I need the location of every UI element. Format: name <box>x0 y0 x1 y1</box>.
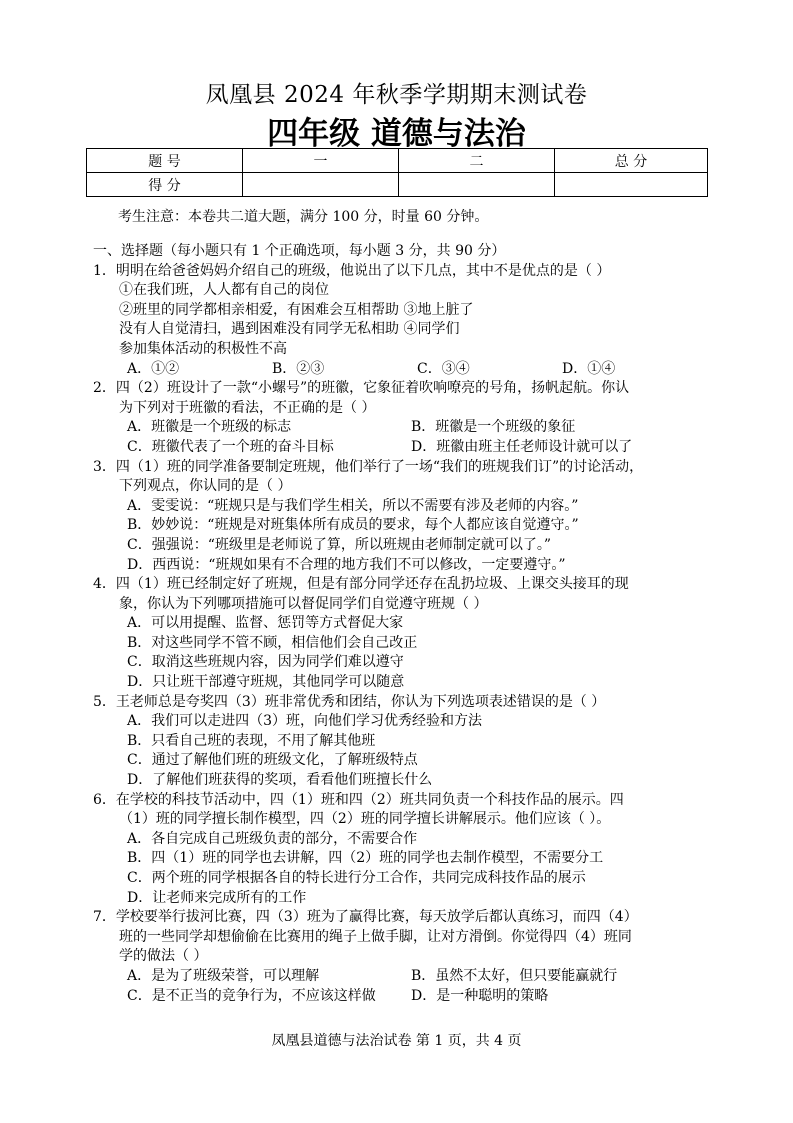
page-footer: 凤凰县道德与法治试卷 第 1 页，共 4 页 <box>271 1033 522 1049</box>
score-cell: 总 分 <box>555 149 708 173</box>
option-row <box>93 438 713 458</box>
score-input-cell[interactable] <box>399 173 555 197</box>
option-c[interactable]: C．两个班的同学根据各自的特长进行分工合作，共同完成科技作品的展示 <box>127 870 586 886</box>
section-heading: 一、选择题（每小题只有 1 个正确选项，每小题 3 分，共 90 分） <box>93 243 506 259</box>
question-text: 象，你认为下列哪项措施可以督促同学们自觉遵守班规（ ） <box>119 595 488 612</box>
option-b[interactable]: B．妙妙说：“班规是对班集体所有成员的要求，每个人都应该自觉遵守。” <box>127 517 579 534</box>
question-text: 2．四（2）班设计了一款“小螺号”的班徽，它象征着吹响嘹亮的号角，扬帆起航。你认 <box>93 380 630 397</box>
option-b[interactable]: B．只看自己班的表现，不用了解其他班 <box>127 732 376 749</box>
question-text: 下列观点，你认同的是（ ） <box>119 478 292 495</box>
option-b[interactable]: B．班徽是一个班级的象征 <box>411 419 576 436</box>
question-text: 学的做法（ ） <box>119 948 208 965</box>
question-2 <box>93 379 713 457</box>
score-input-cell[interactable] <box>555 173 708 197</box>
exam-notice: 考生注意：本卷共二道大题，满分 100 分，时量 60 分钟。 <box>118 209 489 225</box>
option-d[interactable]: D．是一种聪明的策略 <box>411 987 549 1004</box>
option-c[interactable]: C．通过了解他们班的班级文化，了解班级特点 <box>127 752 418 769</box>
option-a[interactable]: A．可以用提醒、监督、惩罚等方式督促大家 <box>127 615 404 632</box>
question-text: ②班里的同学都相亲相爱，有困难会互相帮助 ③地上脏了 <box>119 301 474 318</box>
option-c[interactable]: C．③④ <box>417 360 470 377</box>
exam-subtitle: 四年级 道德与法治 <box>267 116 526 152</box>
question-text: ①在我们班，人人都有自己的岗位 <box>119 282 329 299</box>
question-text: 为下列对于班徽的看法，不正确的是（ ） <box>119 399 376 416</box>
question-text: 6．在学校的科技节活动中，四（1）班和四（2）班共同负责一个科技作品的展示。四 <box>93 791 624 808</box>
question-text: 4．四（1）班已经制定好了班规，但是有部分同学还存在乱扔垃圾、上课交头接耳的现 <box>93 576 629 593</box>
question-text: 参加集体活动的积极性不高 <box>119 340 287 357</box>
option-d[interactable]: D．只让班干部遵守班规，其他同学可以随意 <box>127 674 405 691</box>
option-c[interactable]: C．取消这些班规内容，因为同学们难以遵守 <box>127 654 404 671</box>
option-d[interactable]: D．让老师来完成所有的工作 <box>127 889 307 906</box>
question-text: 班的一些同学却想偷偷在比赛用的绳子上做手脚，让对方滑倒。你觉得四（4）班同 <box>119 928 632 945</box>
question-6 <box>93 791 713 909</box>
exam-title: 凤凰县 2024 年秋季学期期末测试卷 <box>205 82 588 108</box>
score-input-cell[interactable] <box>243 173 399 197</box>
question-list <box>93 242 713 1006</box>
option-a[interactable]: A．是为了班级荣誉，可以理解 <box>127 967 320 984</box>
question-1 <box>93 262 713 380</box>
question-5 <box>93 693 713 791</box>
question-4 <box>93 575 713 693</box>
question-3 <box>93 458 713 576</box>
option-row <box>93 987 713 1007</box>
score-cell: 二 <box>399 149 555 173</box>
question-text: 7．学校要举行拔河比赛，四（3）班为了赢得比赛，每天放学后都认真练习，而四（4） <box>93 909 638 926</box>
option-a[interactable]: A．班徽是一个班级的标志 <box>127 419 292 436</box>
option-a[interactable]: A．我们可以走进四（3）班，向他们学习优秀经验和方法 <box>127 713 483 730</box>
option-b[interactable]: B．虽然不太好，但只要能赢就行 <box>411 967 618 984</box>
score-cell: 得 分 <box>87 173 243 197</box>
option-b[interactable]: B．对这些同学不管不顾，相信他们会自己改正 <box>127 634 418 651</box>
score-table-row <box>87 173 708 197</box>
score-table-header-row <box>87 149 708 173</box>
score-cell: 题 号 <box>87 149 243 173</box>
option-d[interactable]: D．班徽由班主任老师设计就可以了 <box>411 438 633 455</box>
option-b[interactable]: B．四（1）班的同学也去讲解，四（2）班的同学也去制作模型，不需要分工 <box>127 850 604 867</box>
option-a[interactable]: A．各自完成自己班级负责的部分，不需要合作 <box>127 830 418 847</box>
option-d[interactable]: D．了解他们班获得的奖项，看看他们班擅长什么 <box>127 772 433 789</box>
option-d[interactable]: D．①④ <box>562 360 616 377</box>
question-text: 1．明明在给爸爸妈妈介绍自己的班级，他说出了以下几点，其中不是优点的是（ ） <box>93 262 611 279</box>
score-table <box>86 148 708 197</box>
option-a[interactable]: A．雯雯说：“班规只是与我们学生相关，所以不需要有涉及老师的内容。” <box>127 497 579 514</box>
option-row <box>93 967 713 987</box>
question-text: 5．王老师总是夸奖四（3）班非常优秀和团结，你认为下列选项表述错误的是（ ） <box>93 693 606 710</box>
option-row <box>93 418 713 438</box>
option-c[interactable]: C．强强说：“班级里是老师说了算，所以班规由老师制定就可以了。” <box>127 536 552 553</box>
option-d[interactable]: D．西西说：“班规如果有不合理的地方我们不可以修改，一定要遵守。” <box>127 556 566 573</box>
option-b[interactable]: B．②③ <box>272 360 325 377</box>
question-text: （1）班的同学擅长制作模型，四（2）班的同学擅长讲解展示。他们应该（ ）。 <box>119 811 611 828</box>
option-c[interactable]: C．是不正当的竞争行为，不应该这样做 <box>127 987 376 1004</box>
option-row <box>93 360 713 380</box>
score-cell: 一 <box>243 149 399 173</box>
option-a[interactable]: A．①② <box>127 360 180 377</box>
question-text: 没有人自觉清扫，遇到困难没有同学无私相助 ④同学们 <box>119 321 460 338</box>
question-7 <box>93 908 713 1006</box>
question-text: 3．四（1）班的同学准备要制定班规，他们举行了一场“我们的班规我们订”的讨论活动， <box>93 458 644 475</box>
option-c[interactable]: C．班徽代表了一个班的奋斗目标 <box>127 438 334 455</box>
